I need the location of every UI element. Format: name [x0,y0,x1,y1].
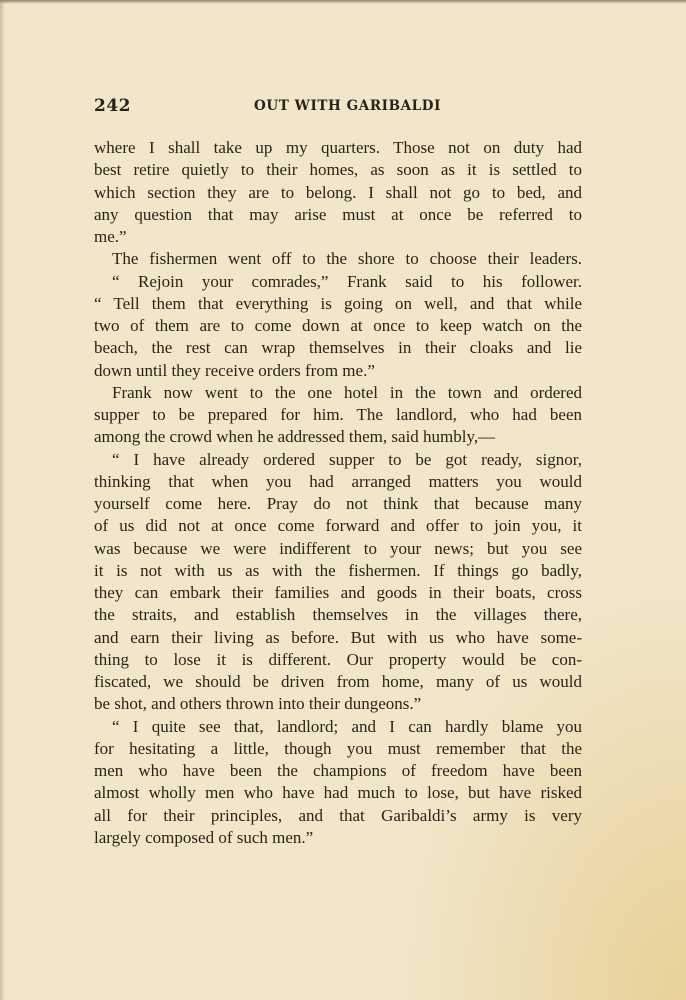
text-line: and earn their living as before. But with us who have some- [94,627,582,647]
text-line: “ I quite see that, landlord; and I can hardly blame you [112,716,582,736]
text-line: me.” [94,227,127,246]
text-line: almost wholly men who have had much to lose, but have risked [94,783,582,803]
text-line: they can embark their families and goods in their boats, cross [94,583,582,602]
text-line: be shot, and others thrown into their dungeons.” [94,694,422,714]
text-line: two of them are to come down at once to keep watch on the [94,316,582,335]
text-line: down until they receive orders from me.” [94,360,375,380]
text-line: largely composed of such men.” [94,827,314,847]
text-line: for hesitating a little, though you must remember that the [94,738,582,758]
text-line: The fishermen went off to the shore to choose their leaders. [112,249,582,269]
text-line: of us did not at once come forward and offer to join you, it [94,516,582,536]
text-line: beach, the rest can wrap themselves in their cloaks and lie [94,338,582,358]
text-line: any question that may arise must at once be referred to [94,204,582,224]
text-line: where I shall take up my quarters. Those not on duty had [94,138,582,157]
text-line: which section they are to belong. I shall not go to bed, and [94,182,582,202]
text-line: it is not with us as with the fishermen. If things go badly, [94,560,582,580]
body-text [94,137,582,849]
text-line: fiscated, we should be driven from home, many of us would [94,672,582,691]
text-line: was because we were indifferent to your news; but you see [94,538,582,558]
text-line: Frank now went to the one hotel in the town and ordered [112,382,582,402]
text-line: among the crowd when he addressed them, said humbly,— [94,427,496,447]
text-line: thinking that when you had arranged matters you would [94,471,582,491]
text-line: “ Tell them that everything is going on well, and that while [94,293,582,313]
text-line: men who have been the champions of freedom have been [94,761,582,780]
page-header [94,96,582,120]
text-line: best retire quietly to their homes, as soon as it is settled to [94,160,582,180]
text-line: yourself come here. Pray do not think that because many [94,494,582,513]
running-head: OUT WITH GARIBALDI [254,98,441,114]
text-line: thing to lose it is different. Our property would be con- [94,649,582,669]
text-line: the straits, and establish themselves in the villages there, [94,605,582,625]
text-line: supper to be prepared for him. The landlord, who had been [94,405,582,424]
text-line: “ I have already ordered supper to be got ready, signor, [112,449,582,469]
page-number: 242 [94,96,131,116]
text-line: all for their principles, and that Garibaldi’s army is very [94,805,582,825]
text-line: “ Rejoin your comrades,” Frank said to his follower. [112,271,582,291]
